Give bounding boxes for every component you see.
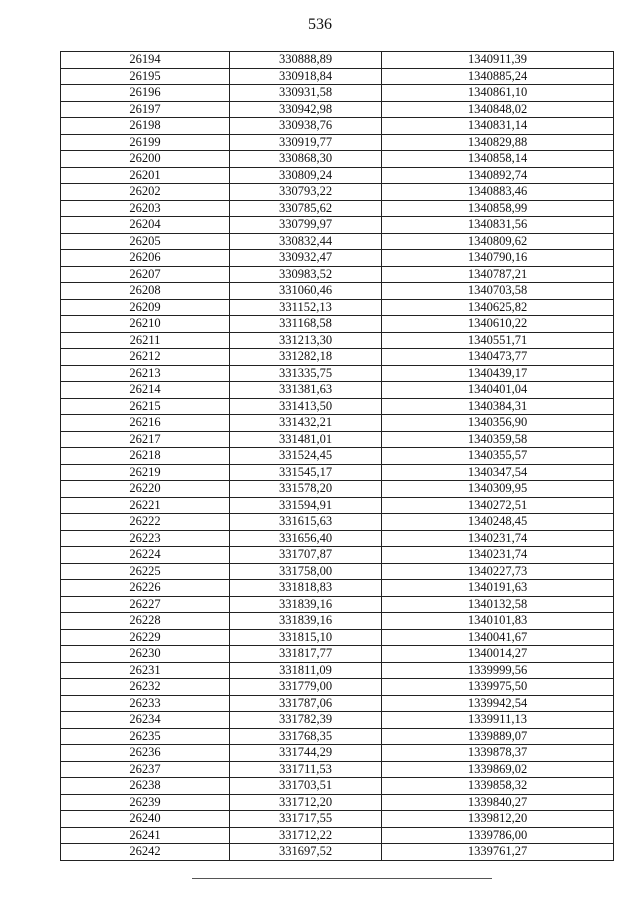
y-coordinate-cell: 1339858,32 <box>382 778 614 795</box>
point-number-cell: 26213 <box>61 365 230 382</box>
y-coordinate-cell: 1339999,56 <box>382 662 614 679</box>
point-number-cell: 26206 <box>61 250 230 267</box>
table-row <box>61 563 614 580</box>
x-coordinate-cell: 331758,00 <box>230 563 382 580</box>
table-row <box>61 316 614 333</box>
table-row <box>61 695 614 712</box>
y-coordinate-cell: 1340625,82 <box>382 299 614 316</box>
y-coordinate-cell: 1339812,20 <box>382 811 614 828</box>
y-coordinate-cell: 1340858,14 <box>382 151 614 168</box>
table-row <box>61 530 614 547</box>
y-coordinate-cell: 1340831,14 <box>382 118 614 135</box>
y-coordinate-cell: 1340858,99 <box>382 200 614 217</box>
table-row <box>61 761 614 778</box>
point-number-cell: 26240 <box>61 811 230 828</box>
table-row <box>61 481 614 498</box>
point-number-cell: 26229 <box>61 629 230 646</box>
table-row <box>61 464 614 481</box>
point-number-cell: 26224 <box>61 547 230 564</box>
x-coordinate-cell: 331615,63 <box>230 514 382 531</box>
table-row <box>61 134 614 151</box>
point-number-cell: 26203 <box>61 200 230 217</box>
point-number-cell: 26222 <box>61 514 230 531</box>
y-coordinate-cell: 1340892,74 <box>382 167 614 184</box>
point-number-cell: 26198 <box>61 118 230 135</box>
y-coordinate-cell: 1340848,02 <box>382 101 614 118</box>
x-coordinate-cell: 330809,24 <box>230 167 382 184</box>
x-coordinate-cell: 331782,39 <box>230 712 382 729</box>
y-coordinate-cell: 1340356,90 <box>382 415 614 432</box>
x-coordinate-cell: 331413,50 <box>230 398 382 415</box>
x-coordinate-cell: 331335,75 <box>230 365 382 382</box>
table-row <box>61 728 614 745</box>
x-coordinate-cell: 331839,16 <box>230 596 382 613</box>
x-coordinate-cell: 331711,53 <box>230 761 382 778</box>
table-row <box>61 365 614 382</box>
y-coordinate-cell: 1340347,54 <box>382 464 614 481</box>
y-coordinate-cell: 1340359,58 <box>382 431 614 448</box>
point-number-cell: 26211 <box>61 332 230 349</box>
table-row <box>61 415 614 432</box>
y-coordinate-cell: 1340703,58 <box>382 283 614 300</box>
x-coordinate-cell: 331282,18 <box>230 349 382 366</box>
x-coordinate-cell: 331707,87 <box>230 547 382 564</box>
table-row <box>61 662 614 679</box>
y-coordinate-cell: 1339911,13 <box>382 712 614 729</box>
coordinates-table-container <box>60 51 613 861</box>
point-number-cell: 26225 <box>61 563 230 580</box>
point-number-cell: 26209 <box>61 299 230 316</box>
table-row <box>61 613 614 630</box>
table-row <box>61 167 614 184</box>
x-coordinate-cell: 331768,35 <box>230 728 382 745</box>
x-coordinate-cell: 331432,21 <box>230 415 382 432</box>
y-coordinate-cell: 1340610,22 <box>382 316 614 333</box>
point-number-cell: 26220 <box>61 481 230 498</box>
point-number-cell: 26201 <box>61 167 230 184</box>
table-row <box>61 712 614 729</box>
x-coordinate-cell: 331744,29 <box>230 745 382 762</box>
table-row <box>61 778 614 795</box>
table-row <box>61 118 614 135</box>
point-number-cell: 26207 <box>61 266 230 283</box>
y-coordinate-cell: 1339889,07 <box>382 728 614 745</box>
table-row <box>61 101 614 118</box>
bottom-divider <box>192 878 492 879</box>
y-coordinate-cell: 1340790,16 <box>382 250 614 267</box>
point-number-cell: 26237 <box>61 761 230 778</box>
table-row <box>61 811 614 828</box>
y-coordinate-cell: 1340885,24 <box>382 68 614 85</box>
x-coordinate-cell: 330793,22 <box>230 184 382 201</box>
point-number-cell: 26199 <box>61 134 230 151</box>
x-coordinate-cell: 331817,77 <box>230 646 382 663</box>
table-row <box>61 382 614 399</box>
point-number-cell: 26231 <box>61 662 230 679</box>
table-row <box>61 299 614 316</box>
y-coordinate-cell: 1339761,27 <box>382 844 614 861</box>
point-number-cell: 26233 <box>61 695 230 712</box>
x-coordinate-cell: 330888,89 <box>230 52 382 69</box>
x-coordinate-cell: 331381,63 <box>230 382 382 399</box>
point-number-cell: 26197 <box>61 101 230 118</box>
x-coordinate-cell: 331168,58 <box>230 316 382 333</box>
x-coordinate-cell: 330938,76 <box>230 118 382 135</box>
x-coordinate-cell: 331152,13 <box>230 299 382 316</box>
table-row <box>61 349 614 366</box>
y-coordinate-cell: 1340355,57 <box>382 448 614 465</box>
point-number-cell: 26221 <box>61 497 230 514</box>
x-coordinate-cell: 331712,20 <box>230 794 382 811</box>
x-coordinate-cell: 330932,47 <box>230 250 382 267</box>
x-coordinate-cell: 330868,30 <box>230 151 382 168</box>
x-coordinate-cell: 331060,46 <box>230 283 382 300</box>
y-coordinate-cell: 1339840,27 <box>382 794 614 811</box>
point-number-cell: 26215 <box>61 398 230 415</box>
table-row <box>61 745 614 762</box>
y-coordinate-cell: 1340231,74 <box>382 547 614 564</box>
y-coordinate-cell: 1340041,67 <box>382 629 614 646</box>
y-coordinate-cell: 1340272,51 <box>382 497 614 514</box>
table-row <box>61 85 614 102</box>
x-coordinate-cell: 331481,01 <box>230 431 382 448</box>
y-coordinate-cell: 1340787,21 <box>382 266 614 283</box>
point-number-cell: 26227 <box>61 596 230 613</box>
x-coordinate-cell: 331815,10 <box>230 629 382 646</box>
coordinates-table-body <box>61 52 614 861</box>
y-coordinate-cell: 1340101,83 <box>382 613 614 630</box>
table-row <box>61 398 614 415</box>
table-row <box>61 827 614 844</box>
y-coordinate-cell: 1339786,00 <box>382 827 614 844</box>
table-row <box>61 431 614 448</box>
table-row <box>61 233 614 250</box>
point-number-cell: 26212 <box>61 349 230 366</box>
table-row <box>61 547 614 564</box>
y-coordinate-cell: 1339975,50 <box>382 679 614 696</box>
y-coordinate-cell: 1340809,62 <box>382 233 614 250</box>
table-row <box>61 266 614 283</box>
x-coordinate-cell: 330942,98 <box>230 101 382 118</box>
point-number-cell: 26239 <box>61 794 230 811</box>
x-coordinate-cell: 331717,55 <box>230 811 382 828</box>
y-coordinate-cell: 1340014,27 <box>382 646 614 663</box>
table-row <box>61 844 614 861</box>
y-coordinate-cell: 1340911,39 <box>382 52 614 69</box>
point-number-cell: 26216 <box>61 415 230 432</box>
x-coordinate-cell: 331811,09 <box>230 662 382 679</box>
point-number-cell: 26204 <box>61 217 230 234</box>
x-coordinate-cell: 331779,00 <box>230 679 382 696</box>
point-number-cell: 26196 <box>61 85 230 102</box>
x-coordinate-cell: 331839,16 <box>230 613 382 630</box>
point-number-cell: 26217 <box>61 431 230 448</box>
x-coordinate-cell: 330918,84 <box>230 68 382 85</box>
point-number-cell: 26200 <box>61 151 230 168</box>
table-row <box>61 332 614 349</box>
x-coordinate-cell: 330832,44 <box>230 233 382 250</box>
y-coordinate-cell: 1340473,77 <box>382 349 614 366</box>
point-number-cell: 26228 <box>61 613 230 630</box>
x-coordinate-cell: 331578,20 <box>230 481 382 498</box>
x-coordinate-cell: 331656,40 <box>230 530 382 547</box>
coordinates-table <box>60 51 614 861</box>
point-number-cell: 26205 <box>61 233 230 250</box>
point-number-cell: 26208 <box>61 283 230 300</box>
y-coordinate-cell: 1340309,95 <box>382 481 614 498</box>
y-coordinate-cell: 1340132,58 <box>382 596 614 613</box>
table-row <box>61 629 614 646</box>
y-coordinate-cell: 1340439,17 <box>382 365 614 382</box>
table-row <box>61 497 614 514</box>
table-row <box>61 794 614 811</box>
point-number-cell: 26214 <box>61 382 230 399</box>
table-row <box>61 151 614 168</box>
table-row <box>61 68 614 85</box>
x-coordinate-cell: 331545,17 <box>230 464 382 481</box>
table-row <box>61 448 614 465</box>
x-coordinate-cell: 330983,52 <box>230 266 382 283</box>
y-coordinate-cell: 1340231,74 <box>382 530 614 547</box>
point-number-cell: 26235 <box>61 728 230 745</box>
point-number-cell: 26236 <box>61 745 230 762</box>
x-coordinate-cell: 331697,52 <box>230 844 382 861</box>
x-coordinate-cell: 331594,91 <box>230 497 382 514</box>
point-number-cell: 26219 <box>61 464 230 481</box>
table-row <box>61 283 614 300</box>
point-number-cell: 26242 <box>61 844 230 861</box>
point-number-cell: 26241 <box>61 827 230 844</box>
x-coordinate-cell: 331818,83 <box>230 580 382 597</box>
point-number-cell: 26202 <box>61 184 230 201</box>
table-row <box>61 250 614 267</box>
y-coordinate-cell: 1340829,88 <box>382 134 614 151</box>
page-number: 536 <box>308 16 332 33</box>
point-number-cell: 26195 <box>61 68 230 85</box>
point-number-cell: 26194 <box>61 52 230 69</box>
table-row <box>61 580 614 597</box>
x-coordinate-cell: 331703,51 <box>230 778 382 795</box>
point-number-cell: 26210 <box>61 316 230 333</box>
point-number-cell: 26230 <box>61 646 230 663</box>
x-coordinate-cell: 330919,77 <box>230 134 382 151</box>
y-coordinate-cell: 1339869,02 <box>382 761 614 778</box>
y-coordinate-cell: 1339878,37 <box>382 745 614 762</box>
x-coordinate-cell: 330785,62 <box>230 200 382 217</box>
y-coordinate-cell: 1340831,56 <box>382 217 614 234</box>
x-coordinate-cell: 331712,22 <box>230 827 382 844</box>
point-number-cell: 26234 <box>61 712 230 729</box>
y-coordinate-cell: 1340551,71 <box>382 332 614 349</box>
x-coordinate-cell: 330931,58 <box>230 85 382 102</box>
point-number-cell: 26226 <box>61 580 230 597</box>
y-coordinate-cell: 1339942,54 <box>382 695 614 712</box>
x-coordinate-cell: 330799,97 <box>230 217 382 234</box>
x-coordinate-cell: 331787,06 <box>230 695 382 712</box>
y-coordinate-cell: 1340883,46 <box>382 184 614 201</box>
point-number-cell: 26218 <box>61 448 230 465</box>
point-number-cell: 26238 <box>61 778 230 795</box>
point-number-cell: 26232 <box>61 679 230 696</box>
table-row <box>61 646 614 663</box>
x-coordinate-cell: 331524,45 <box>230 448 382 465</box>
table-row <box>61 52 614 69</box>
table-row <box>61 217 614 234</box>
y-coordinate-cell: 1340227,73 <box>382 563 614 580</box>
y-coordinate-cell: 1340861,10 <box>382 85 614 102</box>
y-coordinate-cell: 1340384,31 <box>382 398 614 415</box>
table-row <box>61 514 614 531</box>
y-coordinate-cell: 1340248,45 <box>382 514 614 531</box>
table-row <box>61 184 614 201</box>
table-row <box>61 679 614 696</box>
x-coordinate-cell: 331213,30 <box>230 332 382 349</box>
y-coordinate-cell: 1340191,63 <box>382 580 614 597</box>
y-coordinate-cell: 1340401,04 <box>382 382 614 399</box>
table-row <box>61 596 614 613</box>
table-row <box>61 200 614 217</box>
point-number-cell: 26223 <box>61 530 230 547</box>
